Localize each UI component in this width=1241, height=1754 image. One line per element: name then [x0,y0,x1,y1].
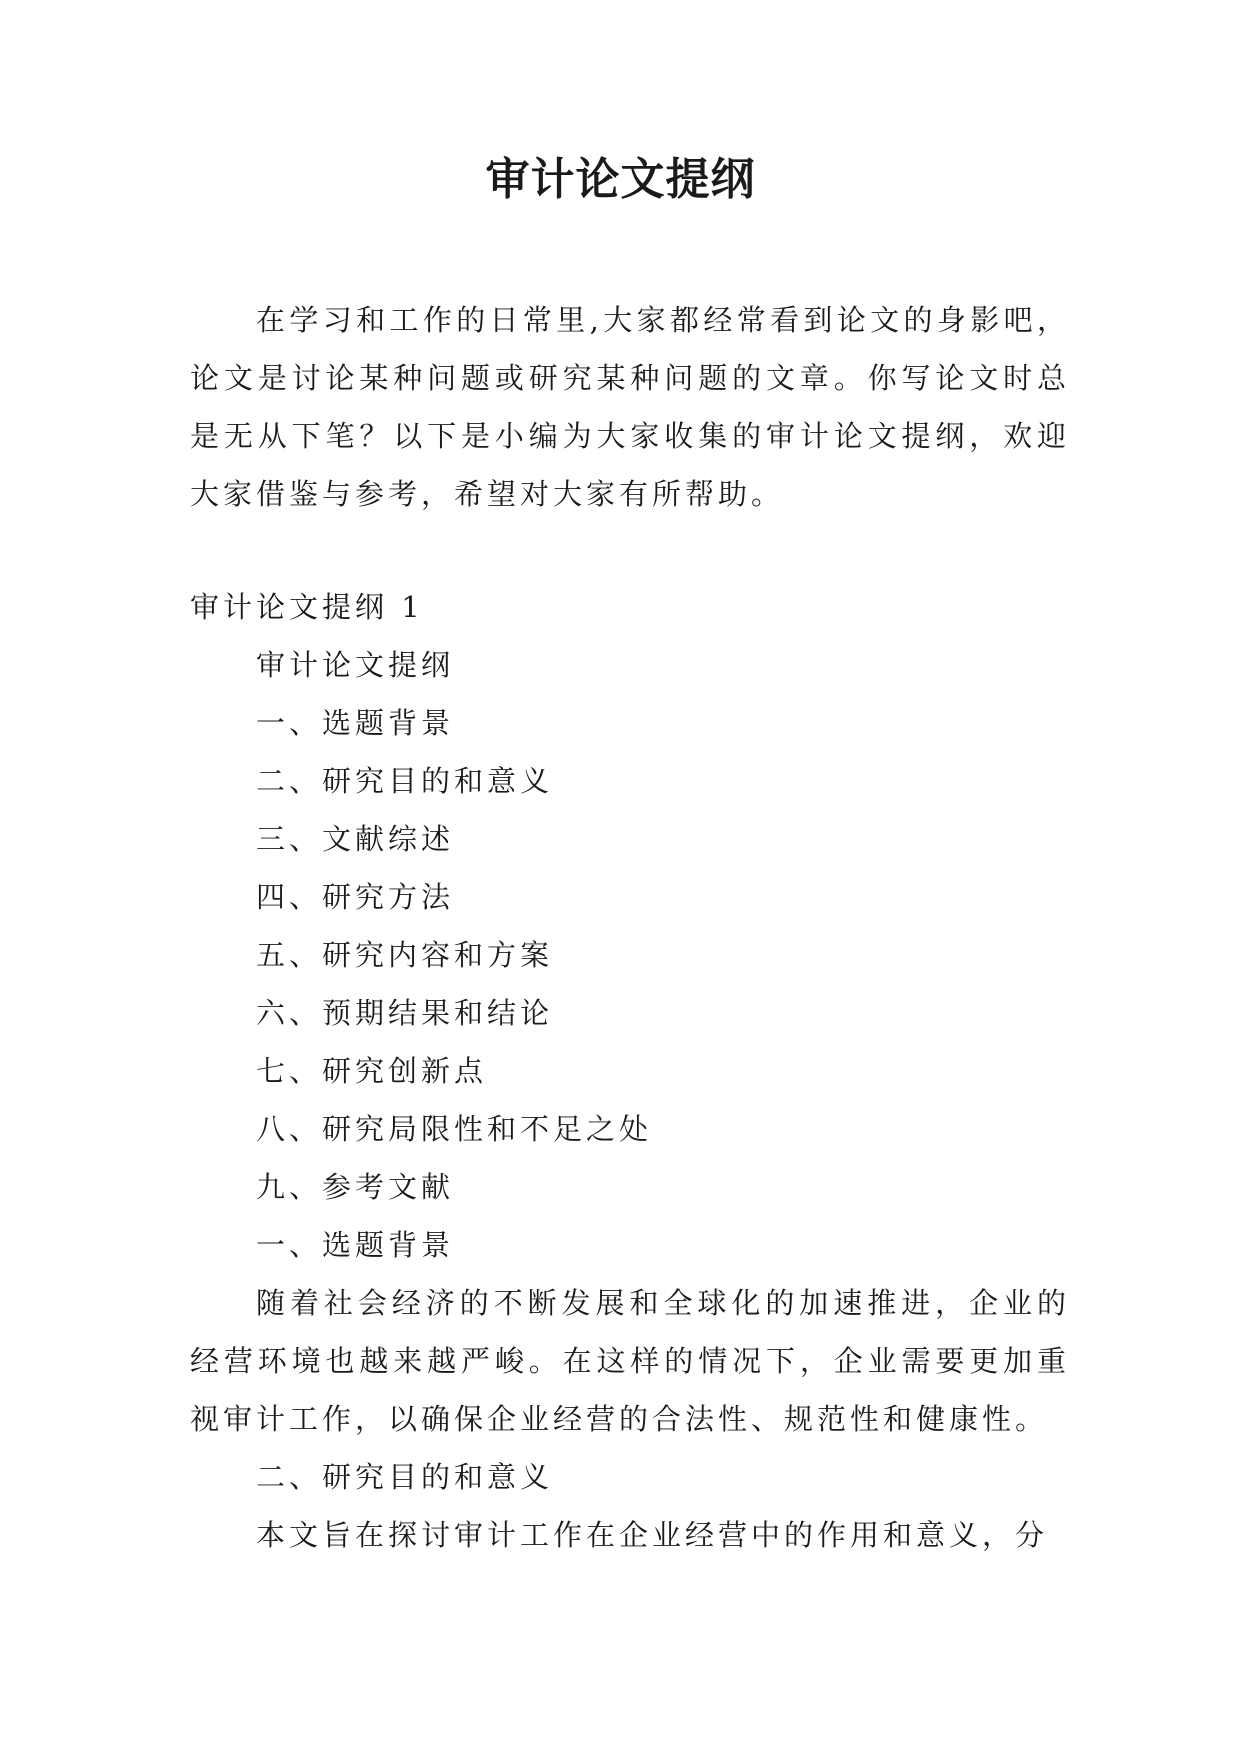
section-heading: 一、选题背景 [256,1228,455,1262]
body-paragraph: 随着社会经济的不断发展和全球化的加速推进，企业的经营环境也越来越严峻。在这样的情况下，企业需要更加重视审计工作，以确保企业经营的合法性、规范性和健康性。 [190,1286,1070,1436]
outline-item: 六、预期结果和结论 [256,996,554,1030]
outline-item: 九、参考文献 [256,1170,455,1204]
outline-item: 一、选题背景 [256,706,455,740]
outline-item: 三、文献综述 [256,822,455,856]
outline-item: 七、研究创新点 [256,1054,488,1088]
body-paragraph: 本文旨在探讨审计工作在企业经营中的作用和意义，分 [256,1518,1049,1552]
outline-item: 二、研究目的和意义 [256,764,554,798]
outline-body [190,636,1070,1564]
document-title: 审计论文提纲 [485,154,756,205]
section-heading: 二、研究目的和意义 [256,1460,554,1494]
outline-item: 四、研究方法 [256,880,455,914]
outline-heading: 审计论文提纲 [256,648,455,682]
outline-item: 五、研究内容和方案 [256,938,554,972]
section-label: 审计论文提纲 1 [190,590,424,624]
intro-paragraph: 在学习和工作的日常里,大家都经常看到论文的身影吧，论文是讨论某种问题或研究某种问题的文章。你写论文时总是无从下笔？以下是小编为大家收集的审计论文提纲，欢迎大家借鉴与参考，希望对大家有所帮助。 [190,303,1070,511]
outline-item: 八、研究局限性和不足之处 [256,1112,653,1146]
